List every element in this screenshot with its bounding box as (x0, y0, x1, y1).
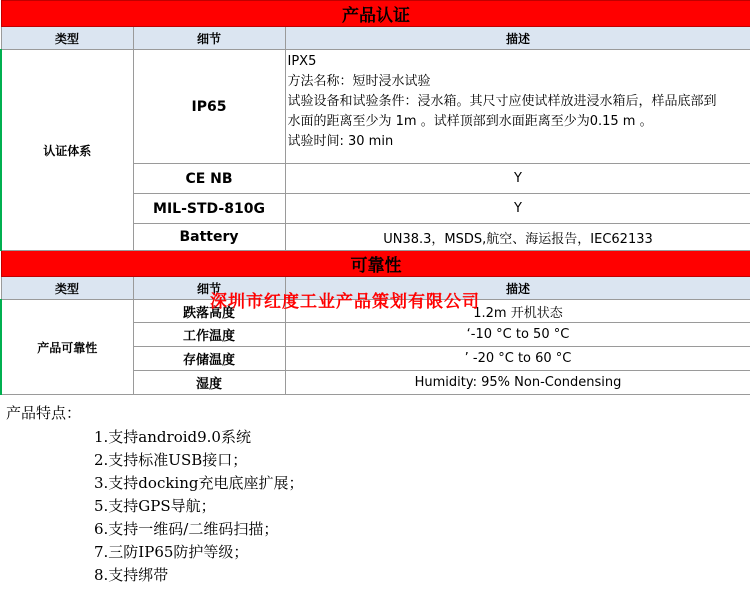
cert-desc-battery: UN38.3，MSDS,航空、海运报告，IEC62133 (285, 224, 750, 251)
desc-line: 方法名称：短时浸水试验 (287, 74, 431, 89)
feature-item: 3.支持docking充电底座扩展； (94, 474, 304, 492)
cert-desc-ce: Y (285, 164, 750, 194)
reliability-category: 产品可靠性 (1, 300, 133, 395)
rel-desc-op-temp: ‘-10 °C to 50 °C (285, 323, 750, 347)
desc-line: IPX5 (287, 54, 317, 69)
cert-banner: 产品认证 (1, 1, 750, 27)
header-desc: 描述 (285, 277, 750, 300)
cert-desc-mil: Y (285, 194, 750, 224)
cert-detail-ip65: IP65 (133, 50, 285, 164)
table-row (1, 50, 750, 164)
rel-desc-drop: 1.2m 开机状态 (285, 300, 750, 323)
desc-line: 试验设备和试验条件：浸水箱。其尺寸应使试样放进浸水箱后，样品底部到 (287, 94, 717, 109)
feature-item: 2.支持标准USB接口； (94, 451, 248, 469)
rel-detail-humidity: 湿度 (133, 371, 285, 395)
features-title: 产品特点： (6, 404, 82, 422)
cert-desc-ip65 (285, 50, 750, 164)
rel-detail-drop: 跌落高度 (133, 300, 285, 323)
feature-item: 8.支持绑带 (94, 566, 169, 584)
header-desc: 描述 (285, 27, 750, 50)
feature-item: 1.支持android9.0系统 (94, 428, 251, 446)
cert-detail-ce: CE NB (133, 164, 285, 194)
cert-detail-battery: Battery (133, 224, 285, 251)
feature-item: 6.支持一维码/二维码扫描； (94, 520, 279, 538)
feature-item: 5.支持GPS导航； (94, 497, 216, 515)
rel-desc-humidity: Humidity: 95% Non-Condensing (285, 371, 750, 395)
header-type: 类型 (1, 277, 133, 300)
cert-category: 认证体系 (1, 50, 133, 251)
reliability-banner: 可靠性 (1, 251, 750, 277)
company-watermark: 深圳市红度工业产品策划有限公司 (210, 292, 480, 312)
header-detail: 细节 (133, 277, 285, 300)
cert-header-row (1, 27, 750, 50)
rel-detail-storage-temp: 存储温度 (133, 347, 285, 371)
cert-detail-mil: MIL-STD-810G (133, 194, 285, 224)
desc-line: 试验时间: 30 min (287, 134, 394, 149)
feature-item: 7.三防IP65防护等级； (94, 543, 249, 561)
desc-line: 水面的距离至少为 1m 。试样顶部到水面距离至少为0.15 m 。 (287, 114, 653, 129)
rel-detail-op-temp: 工作温度 (133, 323, 285, 347)
features-section (0, 400, 750, 593)
header-type: 类型 (1, 27, 133, 50)
rel-desc-storage-temp: ’ -20 °C to 60 °C (285, 347, 750, 371)
header-detail: 细节 (133, 27, 285, 50)
